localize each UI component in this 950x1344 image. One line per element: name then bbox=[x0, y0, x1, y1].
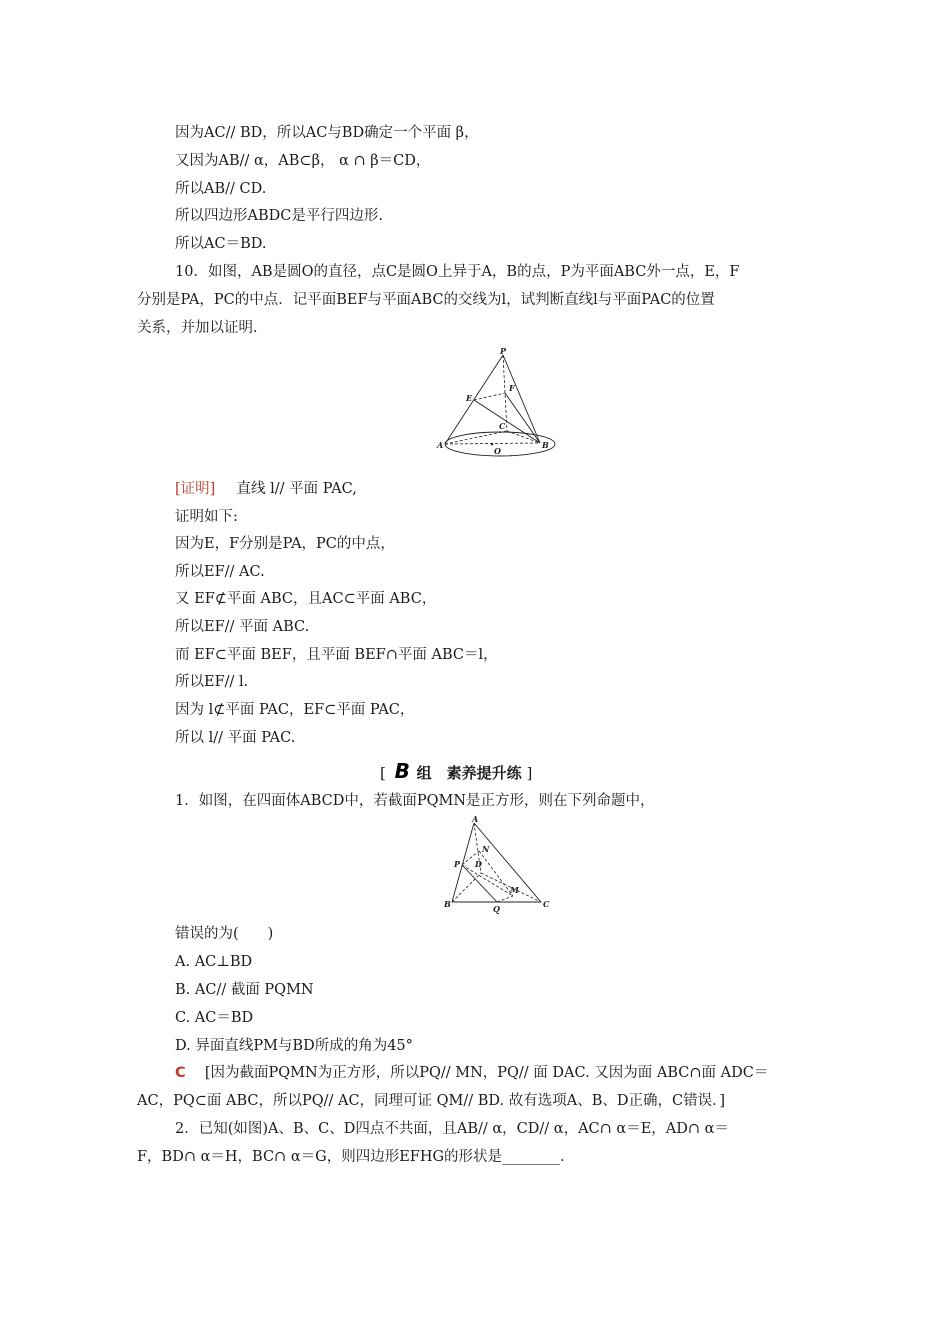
proof-10-line: 因为E，F分别是PA，PC的中点， bbox=[175, 536, 395, 552]
figure-label-c: C bbox=[543, 899, 550, 909]
proof-10-line: 又 EF⊄平面 ABC，且AC⊂平面 ABC， bbox=[175, 591, 437, 607]
section-heading-b bbox=[380, 760, 532, 784]
figure-label-b: B bbox=[542, 440, 549, 450]
figure-label-p: P bbox=[500, 346, 507, 356]
proof-10-first-line bbox=[175, 479, 357, 499]
figure-label-e: E bbox=[466, 393, 473, 403]
figure-label-q: Q bbox=[493, 904, 500, 914]
tetrahedron-figure bbox=[440, 815, 560, 915]
bracket-open: [ bbox=[380, 764, 386, 782]
cone-figure bbox=[430, 345, 560, 460]
proof-10-line: 而 EF⊂平面 BEF，且平面 BEF∩平面 ABC＝l， bbox=[175, 647, 498, 663]
figure-label-n: N bbox=[482, 844, 490, 854]
proof-10-line: 所以EF// 平面 ABC. bbox=[175, 619, 310, 635]
question-1-tail: 错误的为( ) bbox=[175, 926, 274, 942]
proof-10-line: 所以EF// AC. bbox=[175, 564, 265, 580]
proof-line: 又因为AB// α，AB⊂β， α ∩ β＝CD， bbox=[175, 153, 431, 169]
proof-line: 所以AC＝BD. bbox=[175, 236, 267, 252]
figure-label-f: F bbox=[509, 383, 515, 393]
answer-letter: C bbox=[175, 1065, 186, 1081]
proof-10-line: 所以 l// 平面 PAC. bbox=[175, 730, 296, 746]
bracket-close: ] bbox=[526, 764, 533, 782]
answer-explanation: [因为截面PQMN为正方形，所以PQ// MN，PQ// 面 DAC. 又因为面 ABC∩面 ADC＝ bbox=[204, 1065, 769, 1081]
proof-line: 因为AC// BD，所以AC与BD确定一个平面 β， bbox=[175, 125, 479, 141]
group-letter-b: B bbox=[394, 759, 410, 783]
question-1-stem: 1．如图，在四面体ABCD中，若截面PQMN是正方形，则在下列命题中， bbox=[175, 793, 655, 809]
proof-10-line: 所以EF// l. bbox=[175, 674, 249, 690]
section-title: 组 素养提升练 bbox=[416, 764, 522, 782]
proof-tag: [证明] bbox=[175, 481, 216, 497]
figure-label-m: M bbox=[510, 885, 519, 895]
answer-explanation-cont: AC，PQ⊂面 ABC，所以PQ// AC，同理可证 QM// BD. 故有选项A、B、D正确，C错误．] bbox=[137, 1093, 726, 1109]
proof-10-line: 因为 l⊄平面 PAC，EF⊂平面 PAC， bbox=[175, 702, 415, 718]
answer-line bbox=[175, 1063, 768, 1083]
figure-label-b: B bbox=[444, 899, 451, 909]
question-2-line1: 2．已知(如图)A、B、C、D四点不共面，且AB// α，CD// α，AC∩ α＝E，AD∩ α＝ bbox=[175, 1121, 729, 1137]
option-d: D. 异面直线PM与BD所成的角为45° bbox=[175, 1038, 413, 1054]
question-2-line2: F，BD∩ α＝H，BC∩ α＝G，则四边形EFHG的形状是________． bbox=[137, 1149, 575, 1165]
question-10-line1: 10．如图，AB是圆O的直径，点C是圆O上异于A，B的点，P为平面ABC外一点，E，F bbox=[175, 264, 740, 280]
proof-10-claim: 直线 l// 平面 PAC, bbox=[236, 481, 357, 497]
figure-label-c: C bbox=[499, 421, 506, 431]
option-b: B. AC// 截面 PQMN bbox=[175, 982, 314, 998]
figure-label-o: O bbox=[494, 446, 501, 456]
figure-label-a: A bbox=[472, 815, 479, 824]
proof-10-line: 证明如下: bbox=[175, 509, 238, 525]
figure-label-a: A bbox=[437, 440, 444, 450]
figure-label-d: D bbox=[475, 859, 482, 869]
option-c: C. AC＝BD bbox=[175, 1010, 254, 1026]
question-10-line3: 关系，并加以证明． bbox=[137, 320, 268, 336]
question-10-line2: 分别是PA，PC的中点．记平面BEF与平面ABC的交线为l，试判断直线l与平面PAC的位置 bbox=[137, 292, 715, 308]
proof-line: 所以四边形ABDC是平行四边形. bbox=[175, 208, 383, 224]
proof-line: 所以AB// CD. bbox=[175, 181, 267, 197]
option-a: A. AC⊥BD bbox=[175, 954, 253, 970]
figure-label-p: P bbox=[454, 859, 461, 869]
